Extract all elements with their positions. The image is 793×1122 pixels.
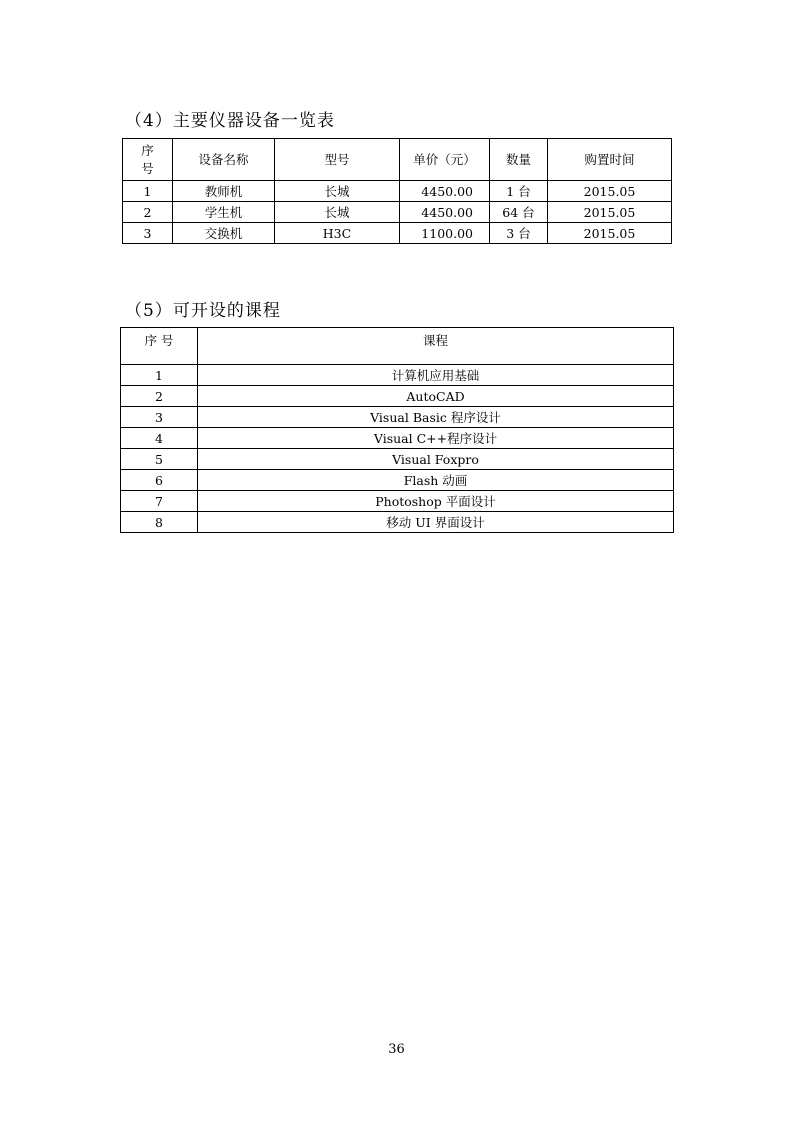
equipment-quantity: 3 台	[490, 223, 548, 244]
course-index: 5	[121, 449, 198, 470]
course-name: Visual Foxpro	[198, 449, 674, 470]
equipment-header-quantity: 数量	[490, 139, 548, 181]
course-index: 3	[121, 407, 198, 428]
equipment-date: 2015.05	[548, 223, 672, 244]
courses-header-index: 序 号	[121, 328, 198, 365]
equipment-row	[123, 202, 672, 223]
course-name: Visual Basic 程序设计	[198, 407, 674, 428]
course-row	[121, 365, 674, 386]
course-row	[121, 491, 674, 512]
course-name: Photoshop 平面设计	[198, 491, 674, 512]
course-row	[121, 470, 674, 491]
page-number: 36	[388, 1042, 405, 1057]
equipment-quantity: 1 台	[490, 181, 548, 202]
equipment-model: 长城	[275, 202, 400, 223]
equipment-header-model: 型号	[275, 139, 400, 181]
course-row	[121, 386, 674, 407]
equipment-date: 2015.05	[548, 181, 672, 202]
course-name: 计算机应用基础	[198, 365, 674, 386]
course-index: 7	[121, 491, 198, 512]
course-index: 1	[121, 365, 198, 386]
equipment-header-row	[123, 139, 672, 181]
courses-table	[120, 327, 674, 533]
course-name: 移动 UI 界面设计	[198, 512, 674, 533]
equipment-price: 4450.00	[400, 202, 490, 223]
course-index: 4	[121, 428, 198, 449]
equipment-table	[122, 138, 672, 244]
equipment-header-name: 设备名称	[173, 139, 275, 181]
equipment-date: 2015.05	[548, 202, 672, 223]
equipment-quantity: 64 台	[490, 202, 548, 223]
equipment-model: H3C	[275, 223, 400, 244]
course-index: 2	[121, 386, 198, 407]
equipment-name: 教师机	[173, 181, 275, 202]
equipment-header-index: 序号	[123, 139, 173, 181]
equipment-name: 交换机	[173, 223, 275, 244]
course-name: Visual C++程序设计	[198, 428, 674, 449]
equipment-model: 长城	[275, 181, 400, 202]
courses-header-row	[121, 328, 674, 365]
course-index: 8	[121, 512, 198, 533]
equipment-price: 1100.00	[400, 223, 490, 244]
course-row	[121, 449, 674, 470]
equipment-row	[123, 223, 672, 244]
course-row	[121, 512, 674, 533]
equipment-name: 学生机	[173, 202, 275, 223]
equipment-header-price: 单价（元）	[400, 139, 490, 181]
equipment-index: 3	[123, 223, 173, 244]
course-index: 6	[121, 470, 198, 491]
equipment-price: 4450.00	[400, 181, 490, 202]
courses-header-course: 课程	[198, 328, 674, 365]
equipment-header-date: 购置时间	[548, 139, 672, 181]
course-name: AutoCAD	[198, 386, 674, 407]
courses-section-heading: （5）可开设的课程	[125, 301, 281, 321]
course-row	[121, 428, 674, 449]
course-name: Flash 动画	[198, 470, 674, 491]
equipment-index: 2	[123, 202, 173, 223]
equipment-row	[123, 181, 672, 202]
equipment-section-heading: （4）主要仪器设备一览表	[125, 111, 335, 131]
equipment-index: 1	[123, 181, 173, 202]
course-row	[121, 407, 674, 428]
